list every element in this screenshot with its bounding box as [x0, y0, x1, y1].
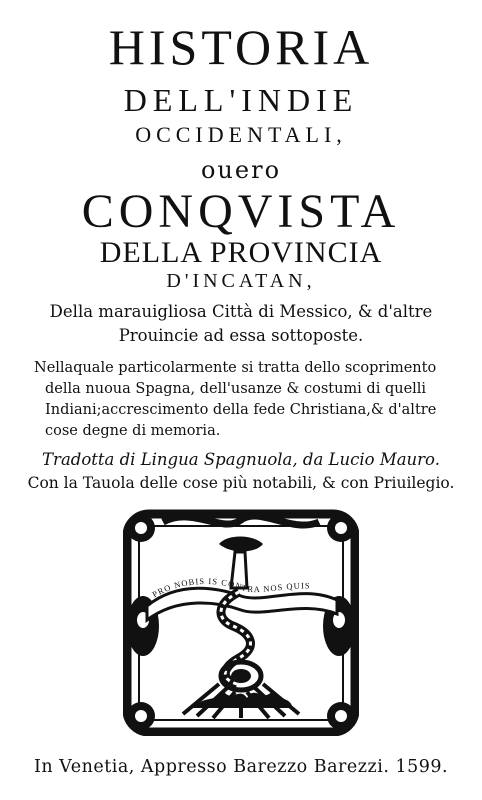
description-line-2: della nuoua Spagna, dell'usanze & costumi di quelli [45, 381, 427, 397]
translator-line: Tradotta di Lingua Spagnuola, da Lucio Mauro. [42, 450, 440, 469]
imprint-line: In Venetia, Appresso Barezzo Barezzi. 1599. [33, 757, 449, 777]
printers-device-icon [123, 508, 359, 736]
title-line-dellindie: DELL'INDIE [123, 82, 359, 118]
subtitle-line-2: Prouincie ad essa sottoposte. [118, 326, 364, 345]
description-line-3: Indiani;accrescimento della fede Christiana,& d'altre [45, 402, 437, 418]
title-line-occidentali: OCCIDENTALI, [135, 122, 347, 147]
title-line-incatan: D'INCATAN, [166, 270, 316, 292]
description-line-4: cose degne di memoria. [45, 423, 221, 439]
description-line-1: Nellaquale particolarmente si tratta dello scoprimento [34, 360, 437, 376]
title-line-provincia: DELLA PROVINCIA [99, 236, 383, 269]
privilege-line: Con la Tauola delle cose più notabili, & con Priuilegio. [27, 474, 455, 492]
title-line-ouero: ouero [200, 156, 282, 184]
motto-text: PRO NOBIS IS CONTRA NOS QUIS [150, 576, 311, 600]
title-line-historia: HISTORIA [108, 19, 374, 75]
subtitle-line-1: Della marauigliosa Città di Messico, & d'altre [49, 302, 433, 321]
title-line-conqvista: CONQVISTA [81, 185, 401, 238]
